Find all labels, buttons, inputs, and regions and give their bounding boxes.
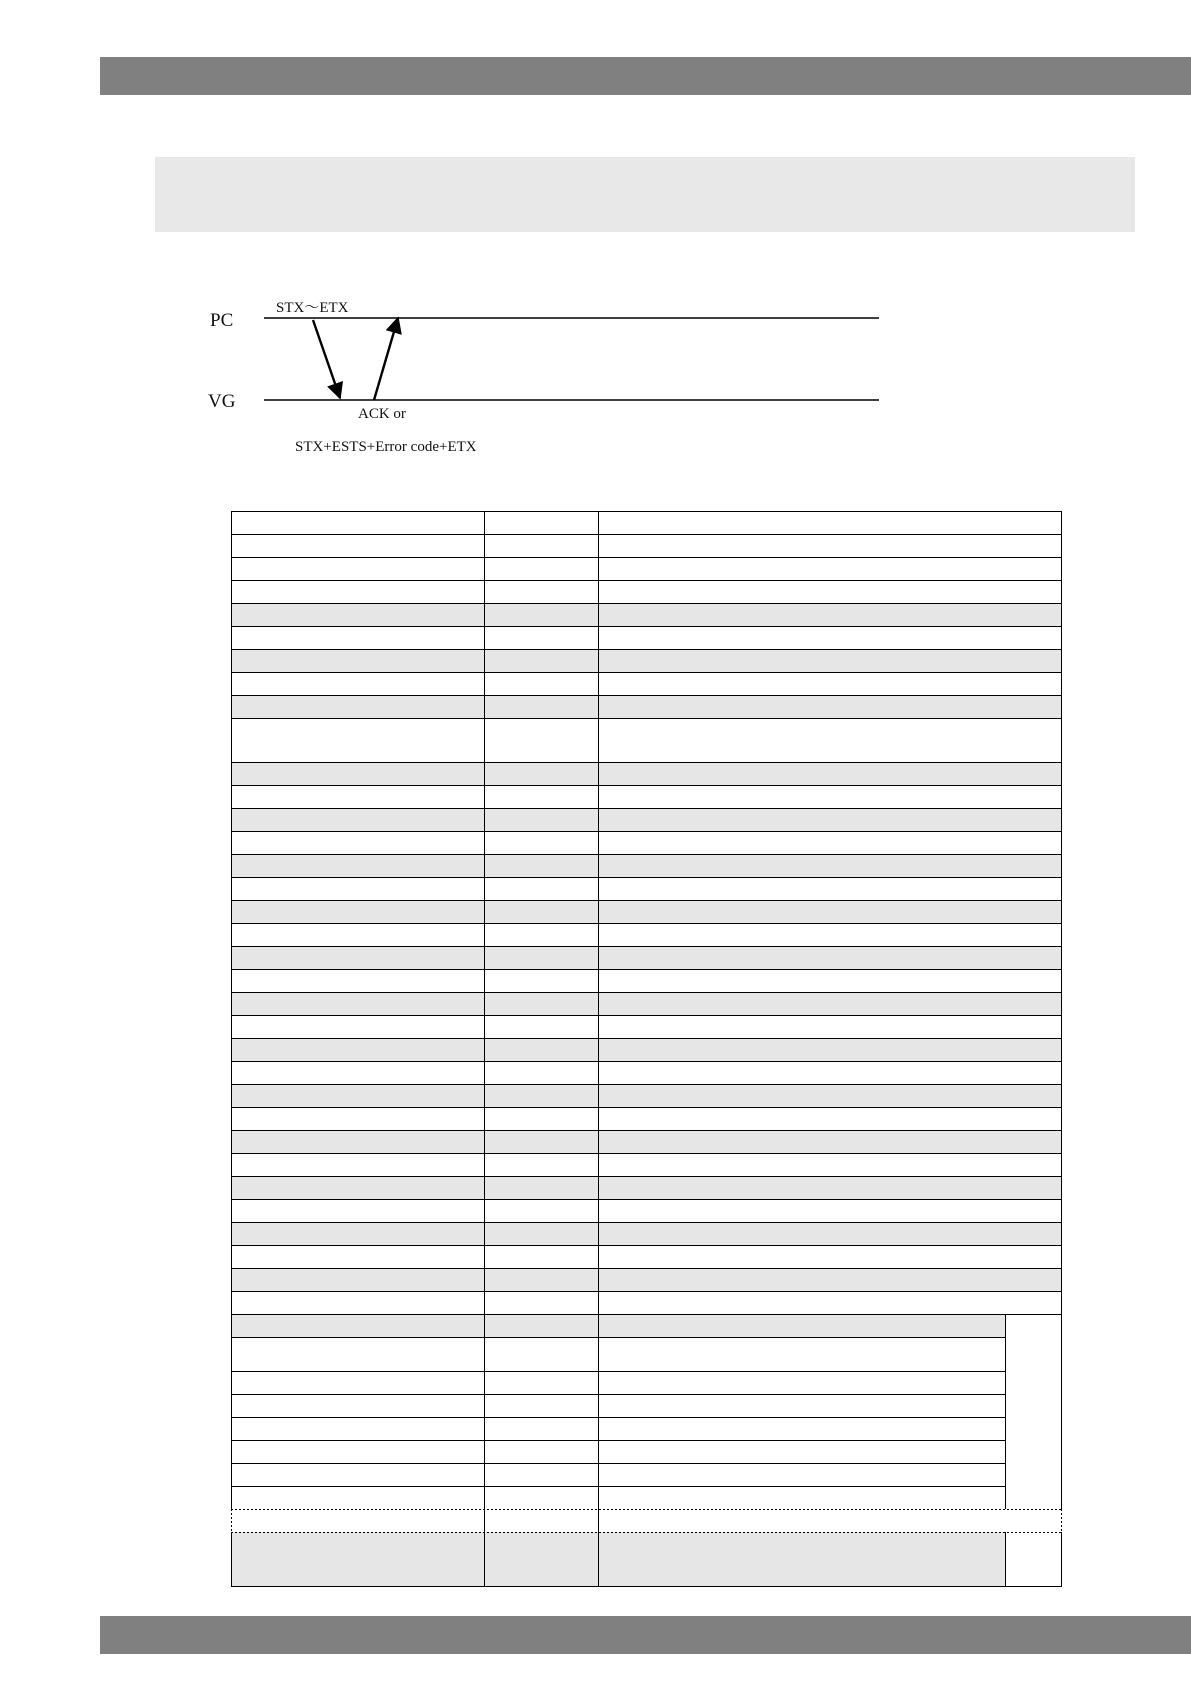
vg-label: VG	[208, 391, 236, 412]
table-row	[231, 969, 1062, 992]
command-table-grid	[231, 511, 1062, 1594]
table-row	[231, 946, 1062, 969]
header-band	[100, 57, 1191, 95]
table-row	[231, 1245, 1062, 1268]
table-row	[231, 1337, 1005, 1371]
table-row	[231, 1509, 1062, 1532]
table-row	[231, 695, 1062, 718]
table-row	[231, 1222, 1062, 1245]
table-row	[231, 831, 1062, 854]
command-table	[231, 511, 1062, 1594]
table-row	[231, 1107, 1062, 1130]
table-row	[231, 877, 1062, 900]
table-row	[231, 1130, 1062, 1153]
table-row	[231, 900, 1062, 923]
table-row	[231, 1199, 1062, 1222]
table-row	[231, 1268, 1062, 1291]
table-row	[231, 923, 1062, 946]
section-heading-box	[155, 157, 1135, 232]
table-row	[231, 1038, 1062, 1061]
table-row	[231, 580, 1062, 603]
table-row	[231, 1463, 1005, 1486]
table-row	[231, 1314, 1005, 1337]
table-row	[231, 785, 1062, 808]
table-row	[231, 511, 1062, 534]
footer-band	[100, 1616, 1191, 1654]
table-row	[231, 1440, 1005, 1463]
table-row	[231, 1061, 1062, 1084]
table-row	[231, 603, 1062, 626]
table-row	[231, 1394, 1005, 1417]
table-row	[231, 1176, 1062, 1199]
table-row	[231, 649, 1062, 672]
table-row	[231, 1015, 1062, 1038]
table-row	[231, 1532, 1005, 1586]
table-row	[231, 762, 1062, 785]
response-message-label-line1: ACK or	[358, 406, 406, 422]
table-row	[231, 992, 1062, 1015]
table-row	[231, 1084, 1062, 1107]
table-row	[231, 1291, 1062, 1314]
response-arrow	[374, 318, 398, 400]
table-row	[231, 534, 1062, 557]
table-row	[231, 1486, 1005, 1509]
table-row	[231, 854, 1062, 877]
table-row	[231, 626, 1062, 649]
request-arrow	[313, 320, 340, 398]
response-message-label-line2: STX+ESTS+Error code+ETX	[295, 439, 477, 455]
table-row	[231, 718, 1062, 762]
table-row	[231, 1417, 1005, 1440]
table-row	[231, 672, 1062, 695]
request-message-label: STX～ETX	[276, 300, 349, 316]
table-row	[231, 808, 1062, 831]
table-row	[231, 1371, 1005, 1394]
table-row	[231, 557, 1062, 580]
pc-label: PC	[210, 310, 234, 331]
table-row	[231, 1153, 1062, 1176]
